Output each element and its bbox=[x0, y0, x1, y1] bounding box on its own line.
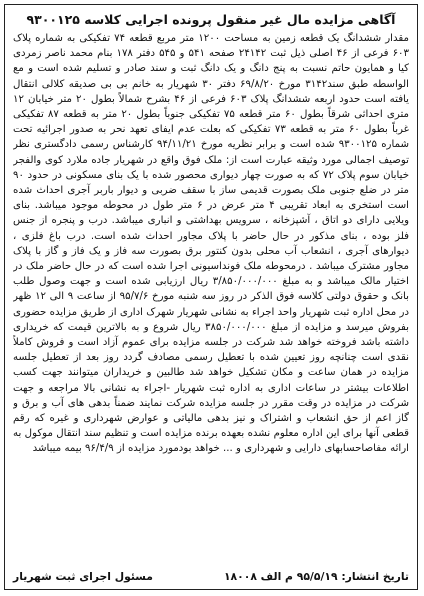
notice-body: مقدار ششدانگ یک قطعه زمین به مساحت ۱۲۰۰ متر مربع قطعه ۷۴ تفکیکی به شماره پلاک ۶۰۳ فرعی از ۴۶ اصلی ذیل ثبت ۲۴۱۴۲ صفحه ۵۴۱ و ۵۴۵ دفتر ۱۷۸ بنام محمد ناصر زمردی کیا و همایون حاتم نسبت به پنج دانگ و یک دانگ ثبت و سند صادر و تسلیم شده است و مع الواسطه طبق سند۳۱۴۲ مورخ ۶۹/۸/۲۰ دفتر ۳۰ شهریار به خانم بی بی صدیقه کلالی انتقال یافته است حدود اربعه ششدانگ پلاک ۶۰۳ فرعی از ۴۶ بشرح شمالاً بطول ۲۰ متر خیابان ۱۲ متری احداثی شرقاً بطول ۶۰ متر قطعه ۷۵ تفکیکی جنوباً بطول ۲۰ متر به قطعه ۸۷ تفکیکی غرباً بطول ۶۰ متر به قطعه ۷۳ تفکیکی که بعلت عدم ایفای تعهد نحر به صدور اجرائیه تحت شماره ۹۳۰۰۱۲۵ شده است و برابر نظریه مورخ ۹۴/۱۱/۲۱ کارشناس رسمی دادگستری نظر توصیف اجمالی مورد وثیقه عبارت است از: ملک فوق واقع در شهریار جاده ملارد کوی والفجر خیابان سوم پلاک ۷۲ که به صورت چهار دیواری محصور شده با یک بنای مسکونی در حدود ۹۰ متر در ضلع جنوبی ملک بصورت قدیمی ساز با سقف ضربی و دیوار باربر آجری احداث شده است استخری به ابعاد تقریبی ۴ متر عرض در ۶ متر طول در محوطه موجود میباشد. بنای ویلایی دارای دو اتاق ، آشپزخانه ، سرویس بهداشتی و انباری میباشد. درب و پنجره از جنس فلز بوده ، بنای مذکور در حال حاضر با پلاک مجاور احداث شده است. درب باغ فلزی ، دیوارهای آجری ، انشعاب آب محلی بدون کنتور برق بصورت سه فاز و یک فاز و گاز با پلاک مجاور مشترک میباشد . درمحوطه ملک فونداسیونی اجرا شده است که در حال حاضر ملک در اختیار مالک میباشد و به مبلغ ۳/۸۵۰/۰۰۰/۰۰۰ ریال ارزیابی شده است و جهت وصول طلب بانک و حقوق دولتی کلاسه فوق الذکر در روز سه شنبه مورخ ۹۵/۷/۶ از ساعت ۹ الی ۱۲ ظهر در محل اداره ثبت شهریار واحد اجراء به نشانی شهریار شهرک اداری از طریق مزایده حضوری بفروش میرسد و مزایده از مبلغ ۳۸۵۰/۰۰۰/۰۰۰ ریال شروع و به بالاترین قیمت که خریداری داشته باشد فروخته خواهد شد شرکت در جلسه مزایده برای عموم آزاد است و فروش کاملاً نقدی است چنانچه روز تعیین شده با تعطیل رسمی مصادف گردد روز بعد از تعطیل جلسه مزایده در همان ساعت و مکان تشکیل خواهد شد طالبین و خریداران میتوانند جهت کسب اطلاعات بیشتر در ساعات اداری به اداره ثبت شهریار -اجراء به نشانی بالا مراجعه و جهت شرکت در مزایده در وقت مقرر در جلسه مزایده شرکت نمایند ضمناً بدهی های آب و برق و گاز اعم از حق انشعاب و اشتراک و نیز بدهی مالیاتی و عوارض شهرداری و غیره که رقم قطعی آنها برای این اداره معلوم نشده بعهده برنده مزایده است و تنظیم سند انتقال موکول به ارائه مفاصاحسابهای دارایی و شهرداری و ... خواهد بودمورد مزایده از ۹۶/۴/۹ بیمه میباشد bbox=[13, 33, 409, 455]
notice-title: آگاهی مزایده مال غیر منقول پرونده اجرایی کلاسه ۹۳۰۰۱۲۵ bbox=[26, 12, 396, 27]
notice-footer bbox=[13, 565, 409, 585]
auction-notice bbox=[4, 4, 418, 590]
signature-line: مسئول اجرای ثبت شهریار bbox=[13, 569, 153, 583]
publication-date: تاریخ انتشار: ۹۵/۵/۱۹ م الف ۱۸۰۰۸ bbox=[223, 569, 409, 583]
